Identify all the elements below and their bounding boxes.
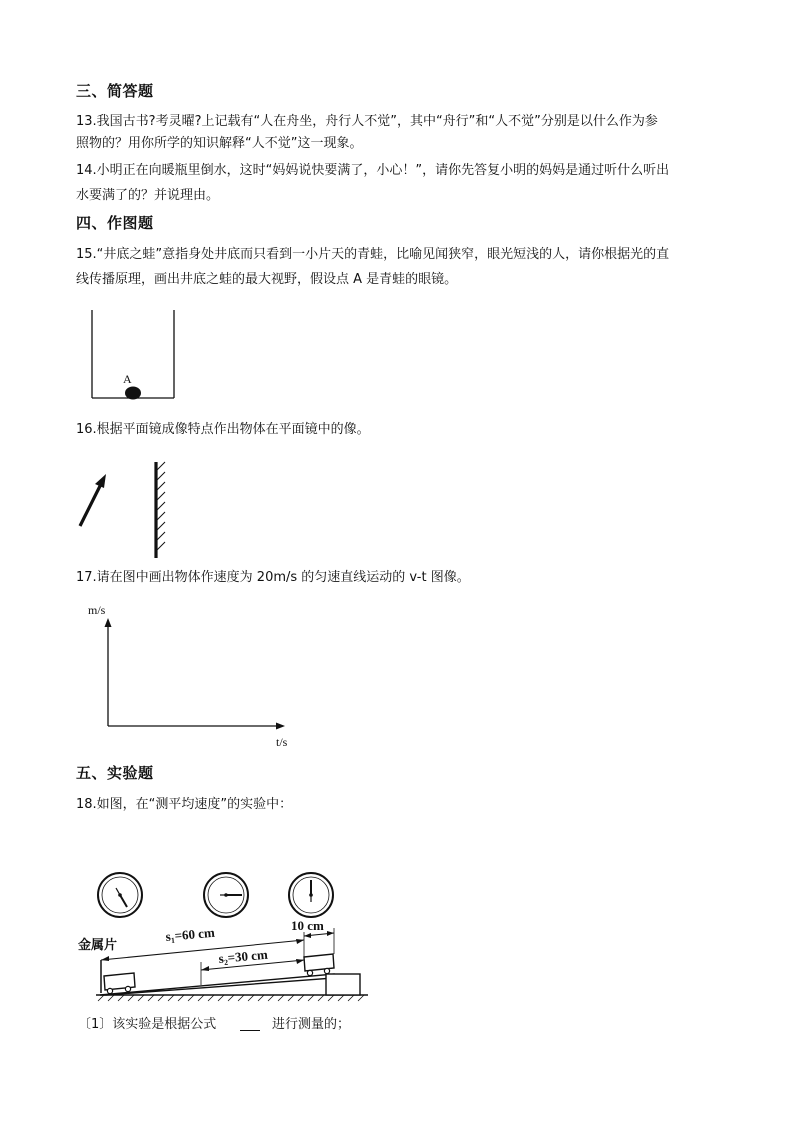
s1-dimension-line	[101, 940, 304, 960]
question-18-sub1-prefix: 〔1〕该实验是根据公式	[78, 1017, 217, 1032]
object-arrow	[80, 482, 102, 526]
plane-mirror-figure	[76, 460, 176, 560]
cart-bottom	[104, 973, 135, 994]
question-16: 16.根据平面镜成像特点作出物体在平面镜中的像。	[76, 422, 370, 437]
t-axis-label: t/s	[276, 735, 288, 749]
stopwatch-icon	[204, 873, 248, 917]
well-figure	[88, 308, 178, 403]
v-axis-arrow-icon	[105, 618, 112, 627]
mirror-hatching	[157, 462, 165, 550]
experiment-figure	[76, 870, 376, 1005]
support-block	[326, 974, 360, 995]
s1-label: s₁=60 cm	[165, 924, 216, 944]
cart-top	[304, 954, 334, 976]
arrow-head-icon	[95, 474, 106, 488]
section-heading-short-answer: 三、简答题	[76, 82, 154, 100]
question-14-line-1: 14.小明正在向暖瓶里倒水，这时“妈妈说快要满了，小心！”，请你先答复小明的妈妈是通过听什么听出	[76, 163, 670, 178]
question-17: 17.请在图中画出物体作速度为 20m/s 的匀速直线运动的 v-t 图像。	[76, 570, 470, 585]
question-15-line-2: 线传播原理，画出井底之蛙的最大视野，假设点 A 是青蛙的眼镜。	[76, 272, 458, 287]
ground-hatching	[98, 995, 364, 1001]
question-18: 18.如图，在“测平均速度”的实验中：	[76, 797, 293, 812]
question-13-line-1: 13.我国古书?考灵曜?上记载有“人在舟坐，舟行人不觉”，其中“舟行”和“人不觉”分别是以什么作为参	[76, 114, 658, 129]
section-heading-experiment: 五、实验题	[76, 764, 154, 782]
frog-eye-point	[125, 387, 141, 400]
question-14-line-2: 水要满了的？并说理由。	[76, 188, 220, 203]
question-15-line-1: 15.“井底之蛙”意指身处井底而只看到一小片天的青蛙，比喻见闻狭窄，眼光短浅的人，请你根据光的直	[76, 247, 670, 262]
point-a-label: A	[123, 372, 132, 386]
ten-cm-label: 10 cm	[291, 918, 324, 933]
question-13-line-2: 照物的？用你所学的知识解释“人不觉”这一现象。	[76, 136, 363, 151]
metal-plate-label: 金属片	[78, 938, 118, 953]
t-axis-arrow-icon	[276, 723, 285, 730]
vt-axes-figure	[100, 618, 290, 733]
question-18-sub1-suffix: 进行测量的；	[272, 1017, 351, 1032]
section-heading-drawing: 四、作图题	[76, 214, 154, 232]
answer-blank[interactable]	[240, 1030, 260, 1031]
v-axis-label: m/s	[88, 603, 106, 617]
stopwatch-icon	[98, 873, 142, 917]
stopwatch-icon	[289, 873, 333, 917]
s2-label: s₂=30 cm	[218, 946, 269, 966]
